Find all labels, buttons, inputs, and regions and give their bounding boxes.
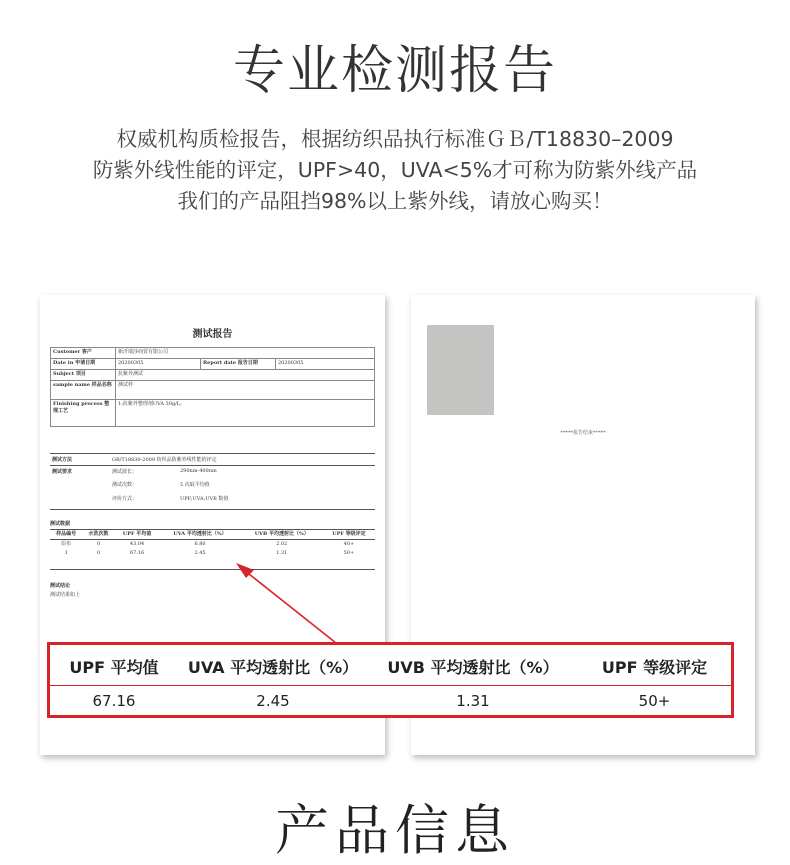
req-value: 5 次取平均值 bbox=[180, 482, 210, 488]
section-title-product-info: 产品信息 bbox=[275, 799, 515, 862]
cell: 1 bbox=[64, 550, 68, 556]
highlight-header: UVA 平均透射比（%） bbox=[187, 658, 359, 677]
col-header: UVB 平均透射比（%） bbox=[241, 530, 323, 540]
col-header: 水洗次数 bbox=[82, 530, 114, 540]
data-label: 测试数据 bbox=[50, 521, 71, 527]
report-date-value: 20200305 bbox=[276, 359, 375, 370]
cell: 2.45 bbox=[194, 550, 206, 556]
highlight-value: 50+ bbox=[638, 692, 671, 710]
highlight-header-row bbox=[50, 645, 731, 686]
col-header: 样品编号 bbox=[50, 530, 82, 540]
highlight-value: 2.45 bbox=[256, 692, 290, 710]
subject-label: Subject 项目 bbox=[51, 370, 116, 381]
report-end-note: *****报告结束***** bbox=[560, 430, 606, 436]
customer-label: Customer 客户 bbox=[51, 348, 116, 359]
cell: 6.80 bbox=[194, 541, 206, 547]
cell: 40+ bbox=[343, 541, 355, 547]
page-title: 专业检测报告 bbox=[232, 41, 557, 101]
highlight-value: 67.16 bbox=[92, 692, 136, 710]
date-in-value: 20200305 bbox=[116, 359, 201, 370]
cell: 0 bbox=[96, 541, 101, 547]
sample-value: 测试样 bbox=[116, 381, 375, 400]
requirement-label: 测试要求 bbox=[52, 469, 73, 475]
method-value: GB/T18830-2009 纺织品防紫外线性能的评定 bbox=[112, 457, 217, 463]
req-key: 测试次数： bbox=[112, 482, 138, 488]
highlight-results-box bbox=[47, 642, 734, 718]
cell: 50+ bbox=[343, 550, 355, 556]
cell: 1.31 bbox=[276, 550, 288, 556]
highlight-header: UVB 平均透射比（%） bbox=[387, 658, 559, 677]
report-date-label: Report date 报告日期 bbox=[201, 359, 276, 370]
highlight-header: UPF 等级评定 bbox=[601, 658, 708, 677]
col-header: UVA 平均透射比（%） bbox=[159, 530, 240, 540]
intro-line: 权威机构质检报告，根据纺织品执行标准ＧＢ/T18830–2009 bbox=[116, 127, 674, 151]
intro-line: 我们的产品阻挡98%以上紫外线，请放心购买！ bbox=[177, 189, 613, 213]
highlight-header: UPF 平均值 bbox=[69, 658, 159, 677]
intro-line: 防紫外线性能的评定，UPF>40，UVA<5%才可称为防紫外线产品 bbox=[92, 158, 698, 182]
customer-value: 新沂瑞莎商贸有限公司 bbox=[116, 348, 375, 359]
report-title: 测试报告 bbox=[192, 329, 233, 340]
cell: 67.16 bbox=[129, 550, 145, 556]
cell: 0 bbox=[96, 550, 101, 556]
subject-value: 抗紫外测试 bbox=[116, 370, 375, 381]
req-value: UPF;UVA;UVB 数值 bbox=[180, 496, 229, 502]
date-in-label: Date in 申请日期 bbox=[51, 359, 116, 370]
req-value: 290nm-400nm bbox=[180, 468, 217, 474]
cell: 原布 bbox=[61, 541, 72, 547]
highlight-value-row bbox=[50, 686, 731, 716]
conclusion-value: 测试结果如上 bbox=[50, 592, 81, 598]
col-header: UPF 平均值 bbox=[115, 530, 160, 540]
finishing-label: Finishing process 整理工艺 bbox=[51, 400, 116, 427]
sample-label: sample name 样品名称 bbox=[51, 381, 116, 400]
method-label: 测试方法 bbox=[52, 457, 73, 463]
col-header: UPF 等级评定 bbox=[323, 530, 375, 540]
req-key: 评价方式： bbox=[112, 496, 138, 502]
conclusion-label: 测试结论 bbox=[50, 583, 71, 589]
cell: 43.04 bbox=[129, 541, 145, 547]
req-key: 测试波长： bbox=[112, 469, 138, 475]
finishing-value: 1:抗紫外整理剂UVA 30g/L; bbox=[116, 400, 375, 427]
highlight-value: 1.31 bbox=[456, 692, 490, 710]
cell: 2.02 bbox=[276, 541, 288, 547]
